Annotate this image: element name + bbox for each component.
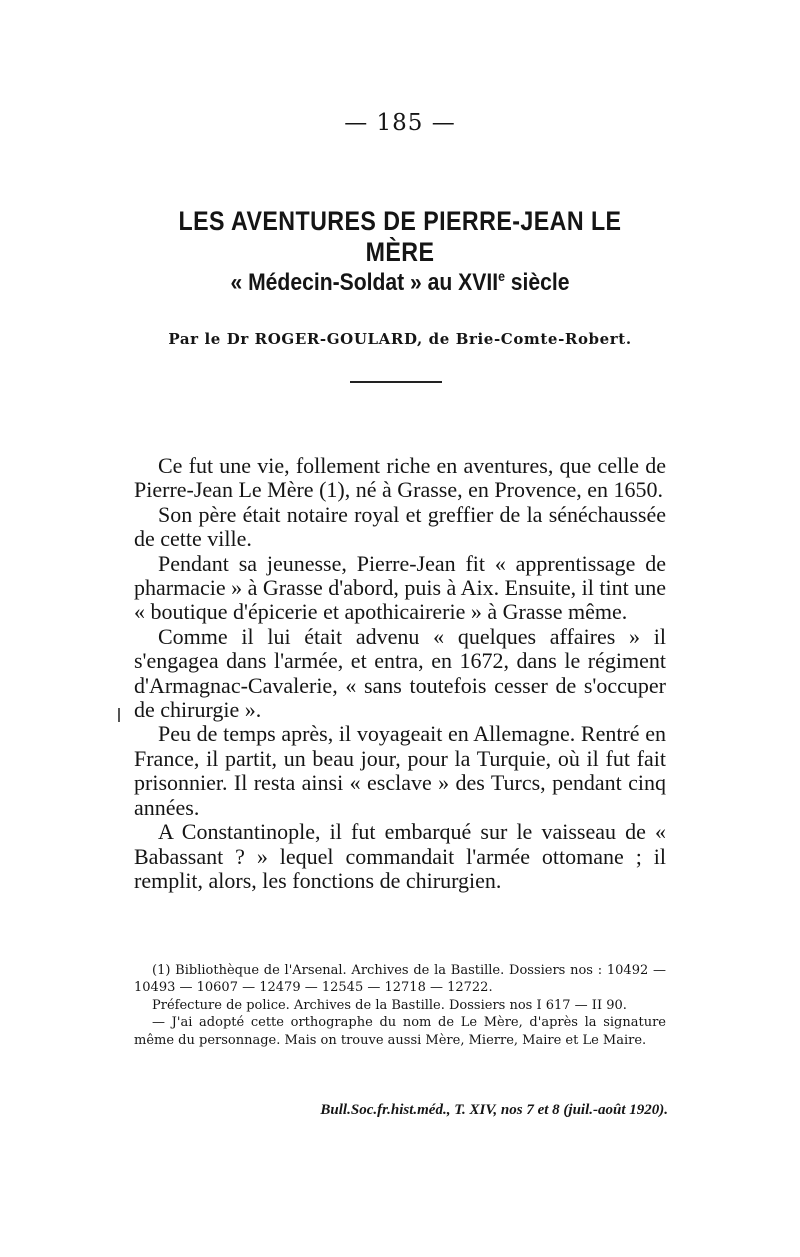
paragraph: Peu de temps après, il voyageait en Allemagne. Rentré en France, il partit, un beau jour, pour la Turquie, où il fut fait prisonnier. Il resta ainsi « esclave » des Turcs, pendant cinq années.	[134, 721, 666, 820]
byline-suffix: , de Brie-Comte-Robert.	[417, 330, 632, 348]
separator-rule	[350, 381, 442, 383]
footnotes	[134, 962, 666, 1049]
paragraph: Pendant sa jeunesse, Pierre-Jean fit « apprentissage de pharmacie » à Grasse d'abord, puis à Aix. Ensuite, il tint une « boutique d'épicerie et apothicairerie » à Grasse même.	[134, 550, 666, 625]
paragraph: A Constantinople, il fut embarqué sur le vaisseau de « Babassant ? » lequel commandait l'armée ottomane ; il remplit, alors, les fonctions de chirurgien.	[134, 819, 666, 893]
paragraph: Comme il lui était advenu « quelques affaires » il s'engagea dans l'armée, et entra, en 1672, dans le régiment d'Armagnac-Cavalerie, « sans toutefois cesser de s'occuper de chirurgie ».	[134, 623, 666, 723]
byline-author: ROGER-GOULARD	[254, 330, 418, 348]
subtitle-superscript: e	[498, 268, 505, 284]
margin-mark	[118, 708, 120, 722]
page-number: — 185 —	[344, 110, 456, 136]
footnote: — J'ai adopté cette orthographe du nom de Le Mère, d'après la signature même du personnage. Mais on trouve aussi Mère, Mierre, Maire et Le Maire.	[134, 1015, 666, 1048]
paragraph: Ce fut une vie, follement riche en aventures, que celle de Pierre-Jean Le Mère (1), né à Grasse, en Provence, en 1650.	[134, 453, 666, 503]
body-text	[134, 454, 666, 893]
article-subtitle	[180, 268, 620, 297]
footnote: (1) Bibliothèque de l'Arsenal. Archives de la Bastille. Dossiers nos : 10492 — 10493 — 10607 — 12479 — 12545 — 12718 — 12722.	[134, 963, 666, 996]
citation: Bull.Soc.fr.hist.méd., T. XIV, nos 7 et 8 (juil.-août 1920).	[320, 1102, 668, 1118]
byline-prefix: Par le Dr	[168, 330, 255, 348]
byline	[120, 330, 680, 348]
subtitle-end: siècle	[504, 269, 570, 296]
paragraph: Son père était notaire royal et greffier de la sénéchaussée de cette ville.	[134, 501, 666, 552]
article-title: LES AVENTURES DE PIERRE-JEAN LE MÈRE	[178, 206, 622, 267]
footnote: Préfecture de police. Archives de la Bastille. Dossiers nos I 617 — II 90.	[152, 997, 627, 1013]
subtitle-main: « Médecin-Soldat » au XVII	[230, 269, 499, 296]
